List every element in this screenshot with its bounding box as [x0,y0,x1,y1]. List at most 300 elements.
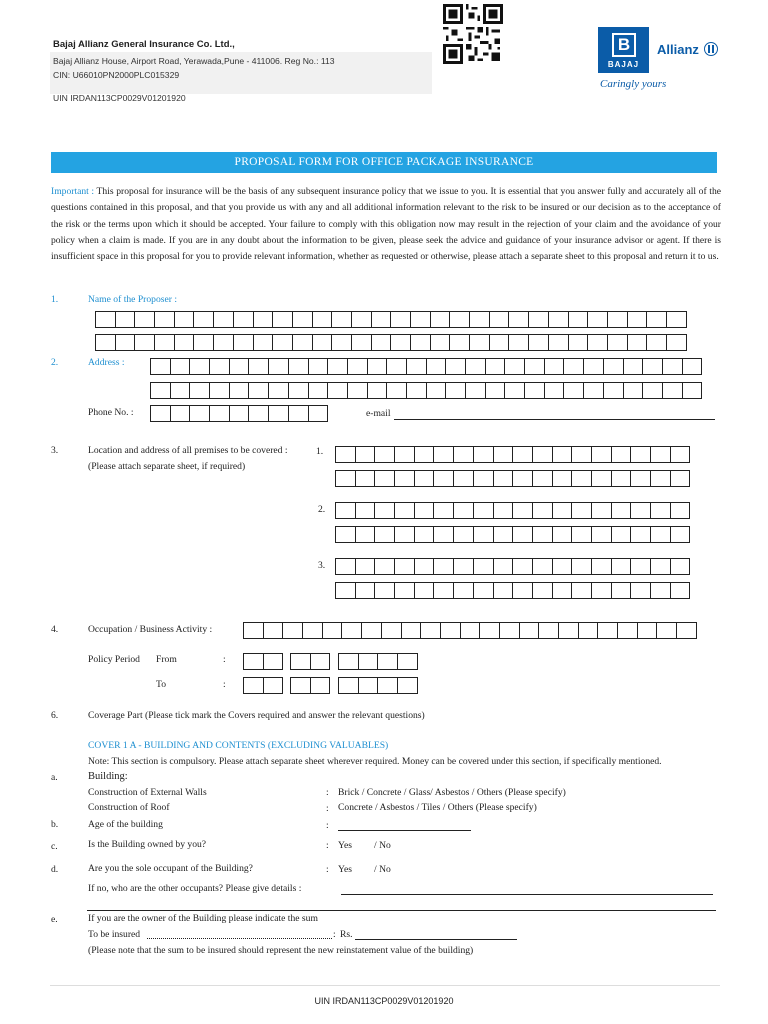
char-box[interactable] [591,526,612,543]
char-box[interactable] [288,405,309,422]
address-line-1[interactable] [150,358,701,375]
char-box[interactable] [347,382,368,399]
char-box[interactable] [473,470,494,487]
char-box[interactable] [571,502,592,519]
char-box[interactable] [243,677,264,694]
char-box[interactable] [394,446,415,463]
char-box[interactable] [290,677,311,694]
char-box[interactable] [627,311,648,328]
char-box[interactable] [189,358,210,375]
char-box[interactable] [493,470,514,487]
char-box[interactable] [401,622,422,639]
char-box[interactable] [272,334,293,351]
char-box[interactable] [302,622,323,639]
char-box[interactable] [571,446,592,463]
age-field[interactable] [338,830,471,831]
char-box[interactable] [381,622,402,639]
char-box[interactable] [552,470,573,487]
char-box[interactable] [499,622,520,639]
char-box[interactable] [473,558,494,575]
char-box[interactable] [682,382,703,399]
char-box[interactable] [493,582,514,599]
other-occupants-field-1[interactable] [341,894,713,895]
char-box[interactable] [371,334,392,351]
char-box[interactable] [189,382,210,399]
char-box[interactable] [630,470,651,487]
char-box[interactable] [532,470,553,487]
char-box[interactable] [433,558,454,575]
char-box[interactable] [268,405,289,422]
char-box[interactable] [682,358,703,375]
char-box[interactable] [440,622,461,639]
char-box[interactable] [489,311,510,328]
char-box[interactable] [263,677,284,694]
char-box[interactable] [193,334,214,351]
char-box[interactable] [430,334,451,351]
char-box[interactable] [406,358,427,375]
char-box[interactable] [248,358,269,375]
char-box[interactable] [233,311,254,328]
char-box[interactable] [414,470,435,487]
char-box[interactable] [272,311,293,328]
char-box[interactable] [473,446,494,463]
char-box[interactable] [374,526,395,543]
char-box[interactable] [338,677,359,694]
char-box[interactable] [397,677,418,694]
char-box[interactable] [312,334,333,351]
char-box[interactable] [253,334,274,351]
other-occupants-field-2[interactable] [87,910,716,911]
char-box[interactable] [209,405,230,422]
char-box[interactable] [524,382,545,399]
char-box[interactable] [591,582,612,599]
char-box[interactable] [394,558,415,575]
char-box[interactable] [390,311,411,328]
char-box[interactable] [410,311,431,328]
char-box[interactable] [377,677,398,694]
char-box[interactable] [355,558,376,575]
char-box[interactable] [469,334,490,351]
char-box[interactable] [512,558,533,575]
char-box[interactable] [571,582,592,599]
char-box[interactable] [465,382,486,399]
char-box[interactable] [666,334,687,351]
char-box[interactable] [310,653,331,670]
to-day-field[interactable] [243,677,282,694]
char-box[interactable] [662,358,683,375]
address-line-2[interactable] [150,382,701,399]
char-box[interactable] [489,334,510,351]
occupation-field[interactable] [243,622,696,639]
char-box[interactable] [338,653,359,670]
char-box[interactable] [512,502,533,519]
char-box[interactable] [583,358,604,375]
char-box[interactable] [528,311,549,328]
char-box[interactable] [627,334,648,351]
char-box[interactable] [170,358,191,375]
char-box[interactable] [548,334,569,351]
char-box[interactable] [420,622,441,639]
char-box[interactable] [335,526,356,543]
char-box[interactable] [552,446,573,463]
char-box[interactable] [134,334,155,351]
char-box[interactable] [374,558,395,575]
char-box[interactable] [154,334,175,351]
char-box[interactable] [312,311,333,328]
char-box[interactable] [414,446,435,463]
char-box[interactable] [504,358,525,375]
char-box[interactable] [394,582,415,599]
char-box[interactable] [465,358,486,375]
char-box[interactable] [512,470,533,487]
to-year-field[interactable] [338,677,417,694]
char-box[interactable] [150,405,171,422]
char-box[interactable] [630,558,651,575]
sum-insured-field[interactable] [355,939,517,940]
char-box[interactable] [630,446,651,463]
char-box[interactable] [532,502,553,519]
char-box[interactable] [630,582,651,599]
location-2-line-1[interactable] [335,502,689,519]
char-box[interactable] [642,382,663,399]
char-box[interactable] [512,526,533,543]
char-box[interactable] [331,311,352,328]
char-box[interactable] [282,622,303,639]
char-box[interactable] [263,622,284,639]
char-box[interactable] [591,470,612,487]
char-box[interactable] [374,502,395,519]
char-box[interactable] [666,311,687,328]
char-box[interactable] [611,502,632,519]
char-box[interactable] [268,358,289,375]
char-box[interactable] [519,622,540,639]
char-box[interactable] [322,622,343,639]
char-box[interactable] [469,311,490,328]
char-box[interactable] [512,582,533,599]
from-day-field[interactable] [243,653,282,670]
char-box[interactable] [548,311,569,328]
char-box[interactable] [335,558,356,575]
char-box[interactable] [558,622,579,639]
char-box[interactable] [229,382,250,399]
char-box[interactable] [591,502,612,519]
location-1-line-2[interactable] [335,470,689,487]
char-box[interactable] [563,358,584,375]
char-box[interactable] [571,470,592,487]
char-box[interactable] [670,526,691,543]
char-box[interactable] [95,334,116,351]
char-box[interactable] [327,358,348,375]
char-box[interactable] [351,334,372,351]
char-box[interactable] [115,311,136,328]
char-box[interactable] [662,382,683,399]
char-box[interactable] [233,334,254,351]
char-box[interactable] [355,446,376,463]
char-box[interactable] [433,502,454,519]
char-box[interactable] [374,446,395,463]
char-box[interactable] [414,526,435,543]
char-box[interactable] [587,334,608,351]
char-box[interactable] [552,502,573,519]
proposer-name-line-2[interactable] [95,334,686,351]
char-box[interactable] [229,405,250,422]
char-box[interactable] [355,470,376,487]
char-box[interactable] [394,470,415,487]
char-box[interactable] [433,526,454,543]
char-box[interactable] [453,558,474,575]
char-box[interactable] [493,446,514,463]
char-box[interactable] [611,558,632,575]
char-box[interactable] [445,382,466,399]
char-box[interactable] [583,382,604,399]
char-box[interactable] [578,622,599,639]
char-box[interactable] [528,334,549,351]
char-box[interactable] [650,470,671,487]
char-box[interactable] [95,311,116,328]
char-box[interactable] [355,502,376,519]
char-box[interactable] [508,334,529,351]
roof-options[interactable]: Concrete / Asbestos / Tiles / Others (Please specify) [338,802,537,813]
char-box[interactable] [394,502,415,519]
location-2-line-2[interactable] [335,526,689,543]
char-box[interactable] [473,526,494,543]
char-box[interactable] [493,558,514,575]
char-box[interactable] [308,405,329,422]
char-box[interactable] [485,382,506,399]
char-box[interactable] [390,334,411,351]
char-box[interactable] [430,311,451,328]
char-box[interactable] [394,526,415,543]
char-box[interactable] [150,382,171,399]
char-box[interactable] [397,653,418,670]
char-box[interactable] [524,358,545,375]
char-box[interactable] [630,526,651,543]
char-box[interactable] [229,358,250,375]
char-box[interactable] [213,334,234,351]
char-box[interactable] [150,358,171,375]
char-box[interactable] [433,582,454,599]
char-box[interactable] [453,446,474,463]
char-box[interactable] [174,334,195,351]
char-box[interactable] [209,382,230,399]
char-box[interactable] [568,311,589,328]
char-box[interactable] [371,311,392,328]
char-box[interactable] [617,622,638,639]
char-box[interactable] [552,558,573,575]
char-box[interactable] [170,405,191,422]
char-box[interactable] [243,622,264,639]
char-box[interactable] [308,382,329,399]
char-box[interactable] [611,582,632,599]
char-box[interactable] [479,622,500,639]
char-box[interactable] [485,358,506,375]
walls-options[interactable]: Brick / Concrete / Glass/ Asbestos / Others (Please specify) [338,787,566,798]
char-box[interactable] [414,558,435,575]
to-month-field[interactable] [290,677,329,694]
email-field[interactable] [394,419,715,420]
sole-occupant-no-option[interactable]: / No [374,864,391,875]
char-box[interactable] [445,358,466,375]
char-box[interactable] [504,382,525,399]
char-box[interactable] [591,558,612,575]
char-box[interactable] [473,582,494,599]
char-box[interactable] [508,311,529,328]
char-box[interactable] [650,558,671,575]
char-box[interactable] [154,311,175,328]
char-box[interactable] [288,382,309,399]
char-box[interactable] [335,502,356,519]
char-box[interactable] [532,446,553,463]
phone-field[interactable] [150,405,327,422]
char-box[interactable] [355,526,376,543]
location-3-line-2[interactable] [335,582,689,599]
char-box[interactable] [552,582,573,599]
char-box[interactable] [670,446,691,463]
char-box[interactable] [552,526,573,543]
char-box[interactable] [253,311,274,328]
char-box[interactable] [361,622,382,639]
char-box[interactable] [347,358,368,375]
char-box[interactable] [544,382,565,399]
char-box[interactable] [603,358,624,375]
char-box[interactable] [670,502,691,519]
char-box[interactable] [335,446,356,463]
char-box[interactable] [591,446,612,463]
char-box[interactable] [670,470,691,487]
char-box[interactable] [290,653,311,670]
char-box[interactable] [453,502,474,519]
char-box[interactable] [563,382,584,399]
char-box[interactable] [611,526,632,543]
sole-occupant-yes-option[interactable]: Yes [338,864,352,875]
char-box[interactable] [248,405,269,422]
char-box[interactable] [512,446,533,463]
char-box[interactable] [656,622,677,639]
char-box[interactable] [386,382,407,399]
char-box[interactable] [331,334,352,351]
char-box[interactable] [374,470,395,487]
char-box[interactable] [571,558,592,575]
char-box[interactable] [650,526,671,543]
char-box[interactable] [597,622,618,639]
char-box[interactable] [460,622,481,639]
char-box[interactable] [193,311,214,328]
char-box[interactable] [263,653,284,670]
char-box[interactable] [213,311,234,328]
char-box[interactable] [406,382,427,399]
char-box[interactable] [377,653,398,670]
char-box[interactable] [414,582,435,599]
char-box[interactable] [670,582,691,599]
char-box[interactable] [493,502,514,519]
char-box[interactable] [449,334,470,351]
char-box[interactable] [623,382,644,399]
char-box[interactable] [367,382,388,399]
location-1-line-1[interactable] [335,446,689,463]
char-box[interactable] [571,526,592,543]
char-box[interactable] [623,358,644,375]
location-3-line-1[interactable] [335,558,689,575]
char-box[interactable] [646,334,667,351]
char-box[interactable] [532,558,553,575]
char-box[interactable] [670,558,691,575]
char-box[interactable] [310,677,331,694]
char-box[interactable] [209,358,230,375]
char-box[interactable] [327,382,348,399]
char-box[interactable] [587,311,608,328]
char-box[interactable] [607,334,628,351]
char-box[interactable] [351,311,372,328]
char-box[interactable] [532,526,553,543]
char-box[interactable] [544,358,565,375]
char-box[interactable] [650,446,671,463]
char-box[interactable] [358,653,379,670]
char-box[interactable] [426,382,447,399]
char-box[interactable] [568,334,589,351]
char-box[interactable] [433,446,454,463]
char-box[interactable] [611,446,632,463]
from-year-field[interactable] [338,653,417,670]
char-box[interactable] [650,582,671,599]
char-box[interactable] [292,334,313,351]
owned-no-option[interactable]: / No [374,840,391,851]
char-box[interactable] [532,582,553,599]
char-box[interactable] [650,502,671,519]
char-box[interactable] [493,526,514,543]
char-box[interactable] [335,470,356,487]
char-box[interactable] [288,358,309,375]
char-box[interactable] [367,358,388,375]
char-box[interactable] [642,358,663,375]
char-box[interactable] [607,311,628,328]
char-box[interactable] [292,311,313,328]
char-box[interactable] [308,358,329,375]
char-box[interactable] [341,622,362,639]
char-box[interactable] [538,622,559,639]
char-box[interactable] [433,470,454,487]
char-box[interactable] [335,582,356,599]
char-box[interactable] [646,311,667,328]
char-box[interactable] [355,582,376,599]
char-box[interactable] [473,502,494,519]
char-box[interactable] [414,502,435,519]
char-box[interactable] [637,622,658,639]
char-box[interactable] [453,582,474,599]
char-box[interactable] [449,311,470,328]
char-box[interactable] [358,677,379,694]
char-box[interactable] [268,382,289,399]
owned-yes-option[interactable]: Yes [338,840,352,851]
char-box[interactable] [453,470,474,487]
char-box[interactable] [170,382,191,399]
char-box[interactable] [134,311,155,328]
char-box[interactable] [374,582,395,599]
from-month-field[interactable] [290,653,329,670]
proposer-name-line-1[interactable] [95,311,686,328]
char-box[interactable] [676,622,697,639]
char-box[interactable] [611,470,632,487]
char-box[interactable] [630,502,651,519]
char-box[interactable] [453,526,474,543]
char-box[interactable] [410,334,431,351]
char-box[interactable] [603,382,624,399]
char-box[interactable] [248,382,269,399]
char-box[interactable] [386,358,407,375]
char-box[interactable] [426,358,447,375]
char-box[interactable] [115,334,136,351]
char-box[interactable] [189,405,210,422]
char-box[interactable] [174,311,195,328]
